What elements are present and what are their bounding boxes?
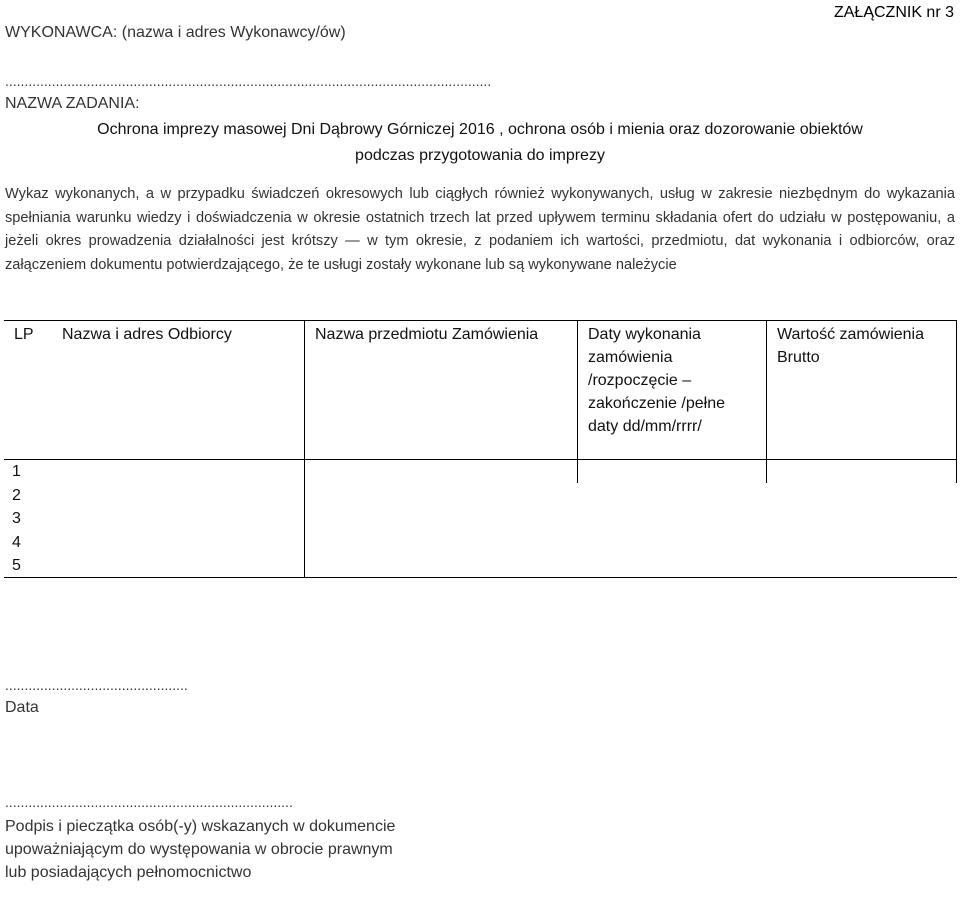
description-paragraph: Wykaz wykonanych, a w przypadku świadczeń okresowych lub ciągłych również wykonywanych, usług w zakresie niezbędnym do wykazania spełniania warunku wiedzy i doświadczenia w okresie ostatnich trzech lat przed upływem terminu składania ofert do udziału w postępowaniu, a jeżeli okres prowadzenia działalności jest krótszy — w tym okresie, z podaniem ich wartości, przedmiotu, dat wykonania i odbiorców, oraz załączeniem dokumentu potwierdzającego, że te usługi zostały wykonane lub są wykonywane należycie: [5, 186, 955, 273]
table-row: [4, 507, 957, 530]
value-cell[interactable]: [767, 530, 957, 553]
dates-cell[interactable]: [578, 507, 767, 530]
header-recipient: Nazwa i adres Odbiorcy: [52, 321, 305, 460]
contractor-dots: .............................................................................................................................: [5, 73, 492, 89]
row-number: 4: [12, 533, 21, 551]
table-row: [4, 483, 957, 506]
dates-cell[interactable]: [578, 483, 767, 506]
value-cell[interactable]: [767, 460, 957, 484]
value-cell[interactable]: [767, 483, 957, 506]
recipient-cell[interactable]: [52, 483, 305, 506]
dates-cell[interactable]: [578, 530, 767, 553]
task-label: NAZWA ZADANIA:: [5, 95, 140, 112]
signature-label: Podpis i pieczątka osób(-y) wskazanych w dokumencie upoważniającym do występowania w obrocie prawnym lub posiadających pełnomocnictwo: [5, 818, 396, 881]
header-value: Wartość zamówienia Brutto: [767, 321, 957, 460]
table-row: [4, 460, 957, 484]
value-cell[interactable]: [767, 507, 957, 530]
row-number: 3: [12, 510, 21, 528]
recipient-cell[interactable]: [52, 460, 305, 484]
annex-number: ZAŁĄCZNIK nr 3: [833, 4, 954, 21]
row-number: 1: [4, 460, 52, 484]
row-number: 2: [12, 486, 21, 504]
subject-cell[interactable]: [305, 530, 578, 553]
date-label: Data: [5, 699, 39, 716]
subject-cell[interactable]: [305, 554, 578, 578]
value-cell[interactable]: [767, 554, 957, 578]
task-title-line2: podczas przygotowania do imprezy: [355, 147, 605, 164]
header-subject: Nazwa przedmiotu Zamówienia: [305, 321, 578, 460]
date-dots: ...............................................: [5, 677, 188, 693]
dates-cell[interactable]: [578, 554, 767, 578]
recipient-cell[interactable]: [52, 530, 305, 553]
signature-dots: ..........................................................................: [5, 794, 293, 810]
table-row: [4, 530, 957, 553]
orders-table: [4, 320, 957, 578]
subject-cell[interactable]: [305, 483, 578, 506]
task-title: [0, 117, 960, 169]
recipient-cell[interactable]: [52, 507, 305, 530]
dates-cell[interactable]: [578, 460, 767, 484]
task-title-line1: Ochrona imprezy masowej Dni Dąbrowy Górniczej 2016 , ochrona osób i mienia oraz dozorowanie obiektów: [97, 121, 863, 138]
table-row: [4, 554, 957, 578]
contractor-label: WYKONAWCA: (nazwa i adres Wykonawcy/ów): [5, 24, 346, 41]
subject-cell[interactable]: [305, 507, 578, 530]
subject-cell[interactable]: [305, 460, 578, 484]
row-number: 5: [4, 554, 52, 578]
header-dates: Daty wykonania zamówienia /rozpoczęcie – zakończenie /pełne daty dd/mm/rrrr/: [578, 321, 767, 460]
table-header-row: [4, 321, 957, 460]
recipient-cell[interactable]: [52, 554, 305, 578]
header-lp: LP: [4, 321, 52, 460]
